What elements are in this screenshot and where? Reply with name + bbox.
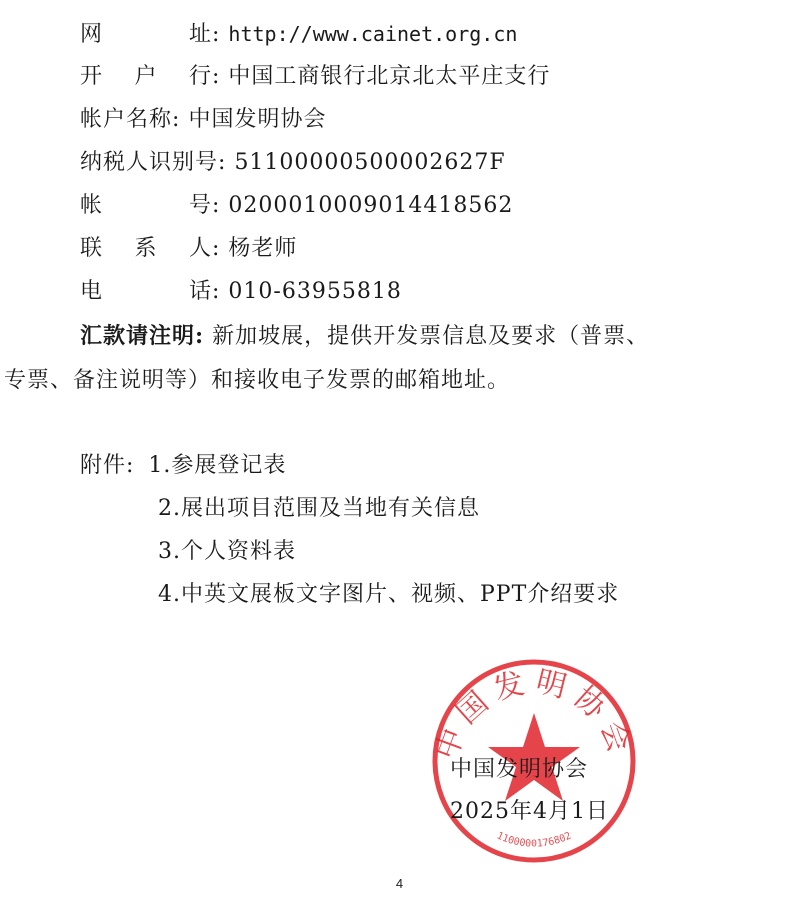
- remittance-note-line1: 汇款请注明: 新加坡展，提供开发票信息及要求（普票、: [80, 323, 650, 349]
- attachment-item-2: [158, 494, 480, 524]
- website-value: http://www.cainet.org.cn: [228, 22, 518, 46]
- attachment-text-3: 3.个人资料表: [158, 539, 296, 564]
- attachment-text-1: 1.参展登记表: [148, 453, 287, 478]
- contact-label: 联 系 人: [80, 236, 212, 261]
- attachments-label: 附件:: [80, 453, 135, 478]
- attachment-text-4: 4.中英文展板文字图片、视频、PPT介绍要求: [158, 582, 620, 607]
- attachment-text-2: 2.展出项目范围及当地有关信息: [158, 496, 480, 521]
- bank-line: 开 户 行 : 中国工商银行北京北太平庄支行: [80, 62, 550, 92]
- tax-id-label: 纳税人识别号: [80, 150, 219, 175]
- tax-id-value: 51100000500002627F: [234, 150, 506, 175]
- seal-arc-text: 中国发明协会: [428, 664, 640, 765]
- account-name-label: 帐户名称: [80, 107, 173, 132]
- remittance-note-label: 汇款请注明: [80, 323, 196, 349]
- account-no-value: 0200010009014418562: [228, 193, 514, 218]
- phone-value: 010-63955818: [228, 279, 402, 304]
- phone-label: 电 话: [80, 279, 212, 304]
- remittance-note-text2: 专票、备注说明等）和接收电子发票的邮箱地址。: [4, 368, 511, 393]
- signature-org: 中国发明协会: [450, 757, 589, 782]
- account-name-line: 帐户名称: 中国发明协会: [80, 105, 326, 135]
- svg-text:1100000176802: [495, 830, 573, 849]
- website-label: 网 址: [80, 22, 212, 47]
- attachment-item-3: [158, 537, 296, 567]
- account-no-label: 帐 号: [80, 193, 212, 218]
- tax-id-line: 纳税人识别号: 51100000500002627F: [80, 148, 506, 178]
- seal-serial: 1100000176802: [494, 830, 574, 850]
- bank-value: 中国工商银行北京北太平庄支行: [228, 64, 551, 89]
- website-line: 网 址 : http://www.cainet.org.cn: [80, 19, 517, 50]
- attachment-item-4: [158, 580, 619, 610]
- remittance-note-line2: [4, 366, 510, 396]
- remittance-note-text1: 新加坡展，提供开发票信息及要求（普票、: [212, 324, 650, 349]
- attachment-item-1: [80, 451, 286, 481]
- account-name-value: 中国发明协会: [188, 107, 327, 132]
- account-no-line: 帐 号 : 0200010009014418562: [80, 191, 513, 221]
- bank-label: 开 户 行: [80, 64, 212, 89]
- page-number: 4: [395, 876, 404, 891]
- phone-line: 电 话 : 010-63955818: [80, 277, 402, 307]
- signature-date: 2025年4月1日: [450, 799, 609, 824]
- contact-value: 杨老师: [228, 236, 298, 261]
- contact-line: 联 系 人 : 杨老师: [80, 234, 297, 264]
